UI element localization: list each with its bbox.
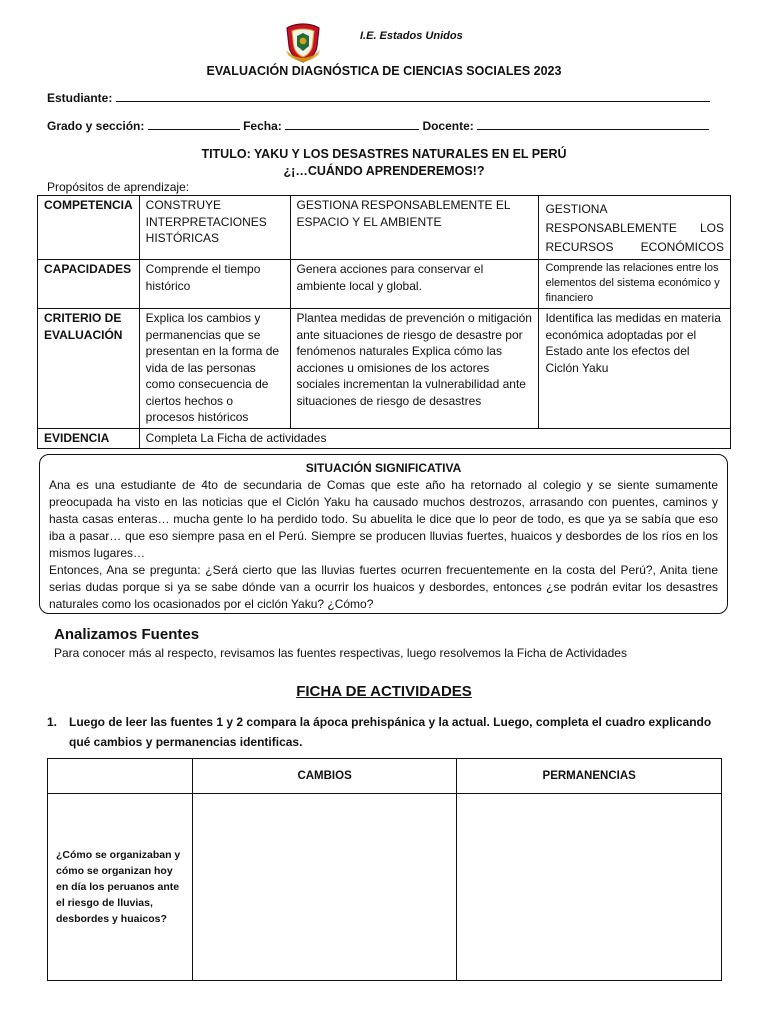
evidence-cell: Completa La Ficha de actividades xyxy=(139,428,730,449)
table-cell: Genera acciones para conservar el ambiente local y global. xyxy=(290,260,539,309)
student-label: Estudiante: xyxy=(47,91,113,105)
table-cell: GESTIONA RESPONSABLEMENTE LOS RECURSOS ECONÓMICOS xyxy=(539,196,731,260)
grade-label: Grado y sección: xyxy=(47,119,145,133)
table-row xyxy=(38,260,731,309)
teacher-input[interactable] xyxy=(477,119,709,130)
table-cell: Plantea medidas de prevención o mitigación ante situaciones de riesgo de desastre por fenómenos naturales Explica cómo las acciones u omisiones de los actores sociales incrementan la vulnerabilidad ante situaciones de riesgo de desastres xyxy=(290,309,539,429)
grade-date-teacher-row xyxy=(47,119,709,133)
table-cell: Explica los cambios y permanencias que se presentan en la forma de vida de las personas como consecuencia de ciertos hechos o procesos históricos xyxy=(139,309,290,429)
permanences-header: PERMANENCIAS xyxy=(457,759,722,794)
table-header-row xyxy=(48,759,722,794)
topic-title: TITULO: YAKU Y LOS DESASTRES NATURALES EN EL PERÚ xyxy=(201,147,567,161)
question-1 xyxy=(47,712,735,752)
table-row xyxy=(38,309,731,429)
situation-text: Ana es una estudiante de 4to de secundaria de Comas que este año ha retornado al colegio y se siente sumamente preocupada ha visto en las noticias que el Ciclón Yaku ha causado muchos destrozos, arrasando con puentes, caminos y hasta casas enteras… mucha gente lo ha perdido todo. Su abuelita le dice que lo peor de todo, es que ya se sabía que eso iba a pasar… que eso siempre pasa en el Perú. Siempre se producen lluvias fuertes, huaicos y desbordes de los ríos en los mismos lugares… xyxy=(49,478,718,560)
table-cell: Comprende el tiempo histórico xyxy=(139,260,290,309)
changes-header: CAMBIOS xyxy=(192,759,457,794)
situation-title: SITUACIÓN SIGNIFICATIVA xyxy=(305,461,462,475)
permanences-answer-cell[interactable] xyxy=(457,794,722,981)
situation-box xyxy=(39,454,728,614)
school-name: I.E. Estados Unidos xyxy=(360,30,463,42)
exam-title: EVALUACIÓN DIAGNÓSTICA DE CIENCIAS SOCIALES 2023 xyxy=(206,64,562,78)
table-cell: GESTIONA RESPONSABLEMENTE EL ESPACIO Y EL AMBIENTE xyxy=(290,196,539,260)
row-header: CAPACIDADES xyxy=(38,260,140,309)
row-header: CRITERIO DE EVALUACIÓN xyxy=(38,309,140,429)
row-header: EVIDENCIA xyxy=(38,428,140,449)
activities-table xyxy=(47,758,722,981)
date-input[interactable] xyxy=(285,119,419,130)
table-cell: Comprende las relaciones entre los elementos del sistema económico y financiero xyxy=(539,260,731,309)
table-cell: CONSTRUYE INTERPRETACIONES HISTÓRICAS xyxy=(139,196,290,260)
table-row xyxy=(38,428,731,449)
question-number: 1. xyxy=(47,715,58,729)
analyze-text: Para conocer más al respecto, revisamos las fuentes respectivas, luego resolvemos la Ficha de Actividades xyxy=(54,646,627,660)
table-row xyxy=(38,196,731,260)
competencies-table xyxy=(37,195,731,449)
activities-title: FICHA DE ACTIVIDADES xyxy=(296,683,472,700)
row-header: COMPETENCIA xyxy=(38,196,140,260)
table-cell: Identifica las medidas en materia económica adoptadas por el Estado ante los efectos del Ciclón Yaku xyxy=(539,309,731,429)
analyze-title: Analizamos Fuentes xyxy=(54,626,200,643)
empty-header-cell xyxy=(48,759,193,794)
student-field xyxy=(47,91,710,105)
student-input[interactable] xyxy=(116,91,710,102)
changes-answer-cell[interactable] xyxy=(192,794,457,981)
situation-text-2: Entonces, Ana se pregunta: ¿Será cierto que las lluvias fuertes ocurren frecuentemente en la costa del Perú?, Anita tiene serias dudas porque si ya se sabe dónde van a ocurrir los huaicos y desbordes, entonces ¿se podrán evitar los desastres naturales como los ocasionados por el ciclón Yaku? ¿Cómo? xyxy=(49,563,718,611)
grade-input[interactable] xyxy=(148,119,240,130)
question-text: Luego de leer las fuentes 1 y 2 compara la ápoca prehispánica y la actual. Luego, completa el cuadro explicando qué cambios y permanencias identificas. xyxy=(69,715,712,749)
row-question-cell: ¿Cómo se organizaban y cómo se organizan hoy en día los peruanos ante el riesgo de lluvias, desbordes y huaicos? xyxy=(48,794,193,981)
purposes-label: Propósitos de aprendizaje: xyxy=(47,180,190,194)
topic-subtitle: ¿¡…CUÁNDO APRENDEREMOS!? xyxy=(283,164,485,178)
teacher-label: Docente: xyxy=(422,119,474,133)
school-crest-icon xyxy=(283,22,323,64)
table-row xyxy=(48,794,722,981)
date-label: Fecha: xyxy=(243,119,282,133)
